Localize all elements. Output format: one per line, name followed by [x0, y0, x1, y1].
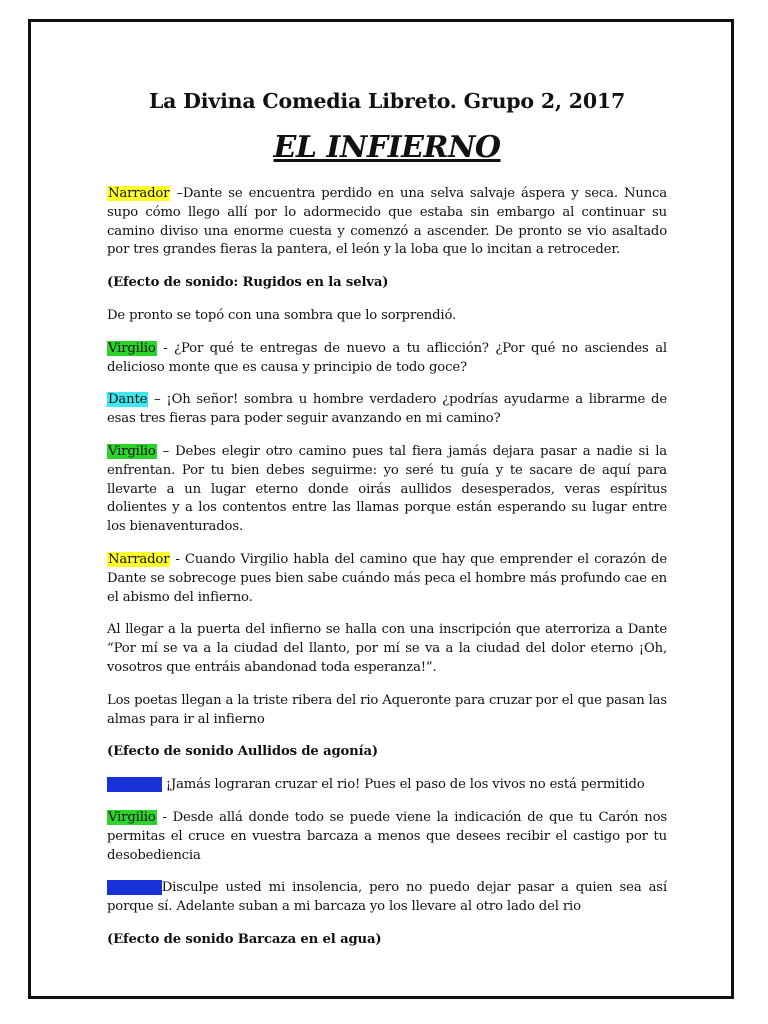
paragraph	[107, 879, 667, 917]
speaker-label: Caronte	[108, 880, 161, 896]
paragraph	[107, 391, 667, 429]
paragraph	[107, 307, 667, 326]
document-subtitle: La Divina Comedia Libreto. Grupo 2, 2017	[148, 89, 626, 113]
paragraph	[107, 551, 667, 607]
speaker-label: Caronte	[108, 777, 161, 793]
document-page	[28, 19, 734, 999]
sound-effect-note: (Efecto de sonido Aullidos de agonía)	[107, 744, 378, 760]
paragraph-text: Disculpe usted mi insolencia, pero no puedo dejar pasar a quien sea así porque sí. Adelante suban a mi barcaza yo los llevare al otro lado del rio	[107, 880, 667, 915]
script-body	[107, 185, 667, 950]
paragraph	[107, 185, 667, 260]
paragraph-text: ¡Jamás lograran cruzar el rio! Pues el paso de los vivos no está permitido	[161, 777, 645, 793]
paragraph	[107, 692, 667, 730]
paragraph	[107, 809, 667, 865]
speaker-label: Virgilio	[108, 809, 156, 825]
paragraph	[107, 621, 667, 677]
paragraph-text: - ¿Por qué te entregas de nuevo a tu aflicción? ¿Por qué no asciendes al delicioso monte que es causa y principio de todo goce?	[107, 340, 667, 375]
paragraph-text: –Dante se encuentra perdido en una selva salvaje áspera y seca. Nunca supo cómo llego allí por lo adormecido que estaba sin embargo al continuar su camino diviso una enorme cuesta y comenzó a ascender. De pronto se vio asaltado por tres grandes fieras la pantera, el león y la loba que lo incitan a retroceder.	[107, 186, 667, 258]
paragraph-text: De pronto se topó con una sombra que lo sorprendió.	[107, 307, 457, 323]
paragraph-text: Los poetas llegan a la triste ribera del rio Aqueronte para cruzar por el que pasan las almas para ir al infierno	[107, 692, 667, 727]
paragraph	[107, 443, 667, 537]
paragraph-text: – ¡Oh señor! sombra u hombre verdadero ¿podrías ayudarme a librarme de esas tres fieras para poder seguir avanzando en mi camino?	[107, 392, 667, 427]
sound-effect-note: (Efecto de sonido: Rugidos en la selva)	[107, 275, 389, 291]
sound-effect-note: (Efecto de sonido Barcaza en el agua)	[107, 931, 382, 947]
speaker-label: Virgilio	[108, 443, 156, 459]
speaker-label: Narrador	[108, 186, 170, 201]
paragraph-text: - Desde allá donde todo se puede viene la indicación de que tu Carón nos permitas el cruce en vuestra barcaza a menos que desees recibir el castigo por tu desobediencia	[107, 809, 667, 863]
speaker-label: Virgilio	[108, 340, 156, 356]
speaker-label: Dante	[108, 392, 148, 408]
paragraph	[107, 340, 667, 378]
speaker-label: Narrador	[108, 551, 170, 567]
document-title: EL INFIERNO	[273, 130, 501, 165]
paragraph-text: Al llegar a la puerta del infierno se halla con una inscripción que aterroriza a Dante “Por mí se va a la ciudad del llanto, por mí se va a la ciudad del dolor eterno ¡Oh, vosotros que entráis abandonad toda esperanza!”.	[107, 622, 667, 675]
paragraph-text: – Debes elegir otro camino pues tal fiera jamás dejara pasar a nadie si la enfrentan. Por tu bien debes seguirme: yo seré tu guía y te sacare de aquí para llevarte a un lugar eterno donde oirás aullidos desesperados, veras espíritus dolientes y a los contentos entre las llamas porque están esperando su lugar entre los bienaventurados.	[107, 443, 667, 535]
document-content	[107, 88, 667, 964]
paragraph	[107, 776, 667, 795]
paragraph-text: - Cuando Virgilio habla del camino que hay que emprender el corazón de Dante se sobrecoge pues bien sabe cuándo más peca el hombre más profundo cae en el abismo del infierno.	[107, 551, 667, 605]
